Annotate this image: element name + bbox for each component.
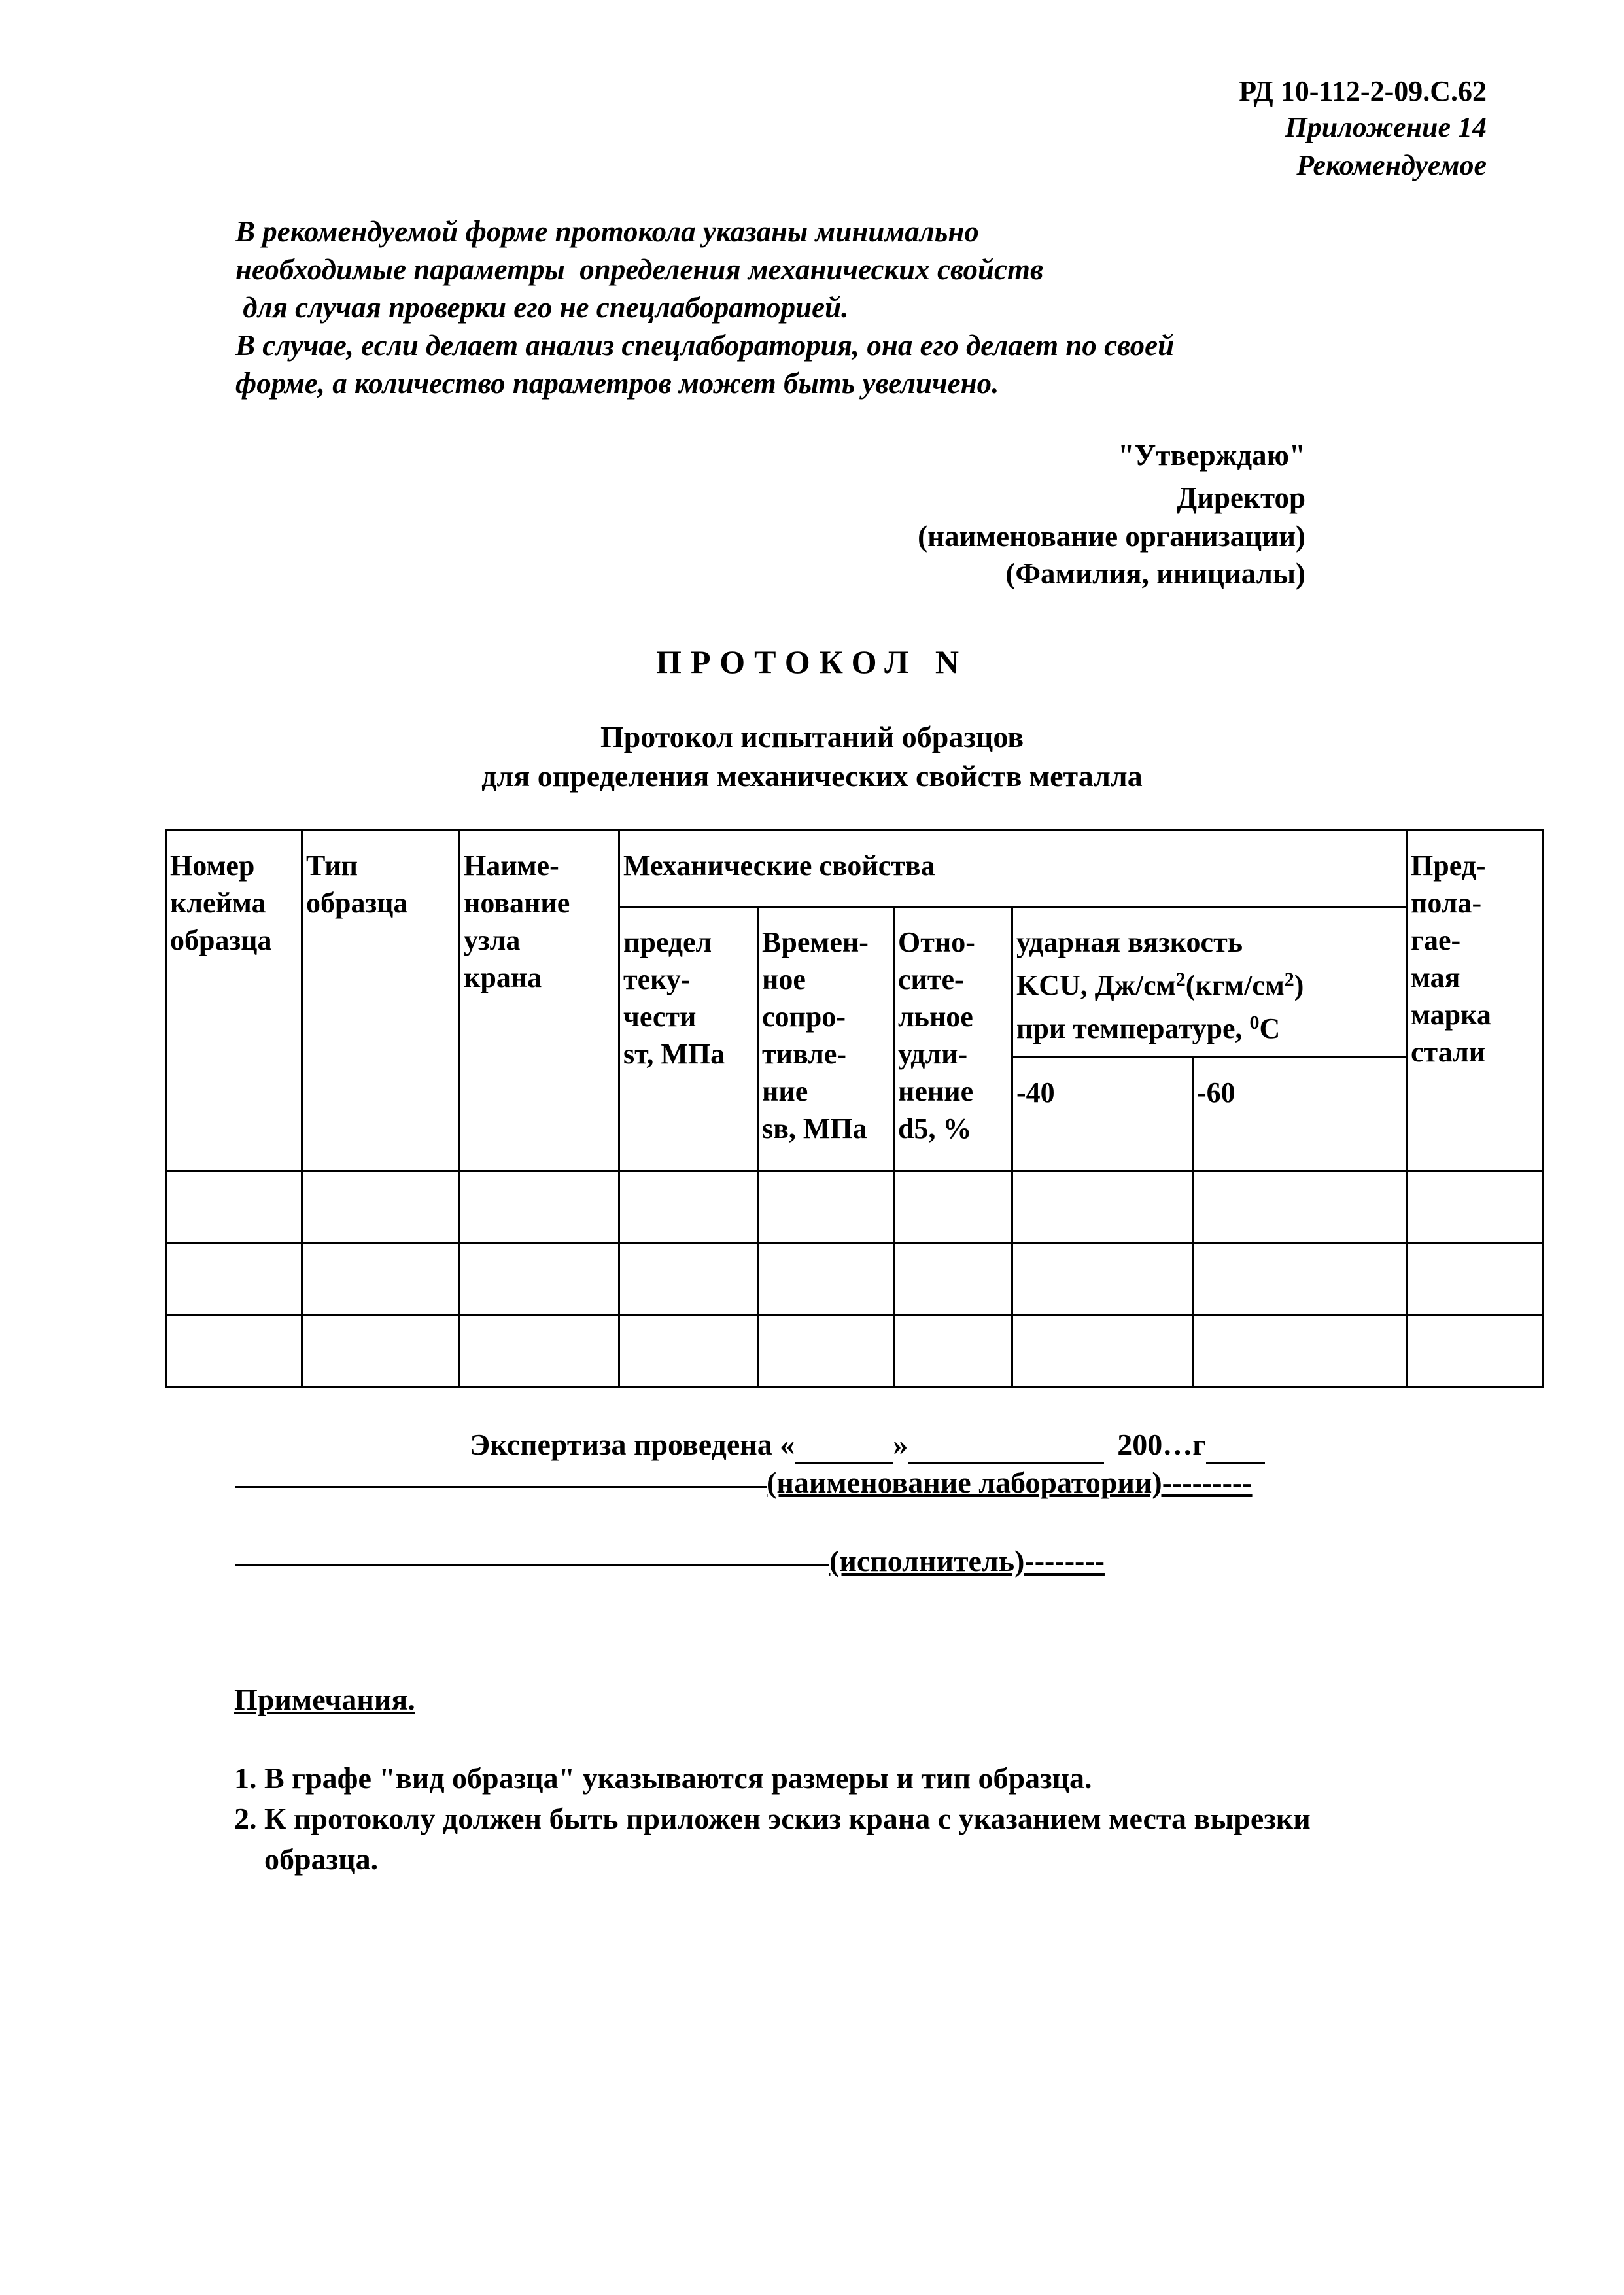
day-blank[interactable]	[795, 1427, 893, 1464]
notes-title: Примечания.	[234, 1683, 415, 1716]
temp-minus-60: -60	[1193, 1058, 1407, 1171]
intro-note	[235, 213, 1174, 402]
year-blank[interactable]	[1206, 1427, 1265, 1464]
sub-tensile-header: Времен- ное сопро- тивле- ние sв, МПа	[758, 907, 894, 1171]
table-cell[interactable]	[758, 1243, 894, 1315]
table-cell[interactable]	[1407, 1171, 1543, 1243]
table-cell[interactable]	[1012, 1171, 1193, 1243]
impact-unit: KCU, Дж/см	[1016, 969, 1176, 1001]
table-cell[interactable]	[302, 1243, 460, 1315]
impact-sup: 0	[1249, 1012, 1260, 1033]
approval-name: (Фамилия, инициалы)	[1005, 557, 1305, 590]
temp-minus-40: -40	[1012, 1058, 1193, 1171]
table-row	[166, 1315, 1543, 1387]
table-cell[interactable]	[894, 1243, 1012, 1315]
table-cell[interactable]	[166, 1315, 302, 1387]
intro-line: В рекомендуемой форме протокола указаны минимально	[235, 215, 979, 248]
expertise-mid: »	[893, 1428, 908, 1461]
col-stamp-header: Номер клейма образца	[166, 831, 302, 1171]
intro-line: для случая проверки его не спецлабораторией.	[235, 291, 849, 324]
intro-line: В случае, если делает анализ спецлаборатория, она его делает по своей	[235, 329, 1175, 362]
executor-label: (исполнитель)--------	[829, 1544, 1105, 1578]
impact-line-2	[1016, 961, 1403, 1004]
table-cell[interactable]	[894, 1315, 1012, 1387]
impact-sup: 2	[1284, 969, 1294, 990]
appendix-label: Приложение 14	[1285, 111, 1487, 143]
table-cell[interactable]	[302, 1171, 460, 1243]
table-cell[interactable]	[1012, 1243, 1193, 1315]
month-blank[interactable]	[908, 1427, 1104, 1464]
protocol-table	[165, 829, 1544, 1388]
table-cell[interactable]	[166, 1171, 302, 1243]
col-steel-header: Пред- пола- гае- мая марка стали	[1407, 831, 1543, 1171]
table-cell[interactable]	[894, 1171, 1012, 1243]
approval-position: Директор	[1177, 481, 1305, 514]
col-type-header: Тип образца	[302, 831, 460, 1171]
table-cell[interactable]	[1193, 1171, 1407, 1243]
table-cell[interactable]	[302, 1315, 460, 1387]
table-cell[interactable]	[1193, 1243, 1407, 1315]
table-row	[166, 1243, 1543, 1315]
impact-temp-unit: С	[1259, 1012, 1281, 1044]
intro-line: необходимые параметры определения механических свойств	[235, 253, 1044, 286]
col-mech-header: Механические свойства	[619, 831, 1407, 907]
lab-blank[interactable]	[235, 1486, 767, 1488]
table-row	[166, 1171, 1543, 1243]
table-cell[interactable]	[1407, 1315, 1543, 1387]
note-item-2-cont: образца.	[264, 1842, 379, 1876]
page-subtitle	[0, 717, 1624, 796]
col-unit-header: Наиме- нование узла крана	[460, 831, 619, 1171]
impact-close: )	[1294, 969, 1304, 1001]
page-title: ПРОТОКОЛ N	[656, 644, 968, 680]
table-cell[interactable]	[1012, 1315, 1193, 1387]
impact-unit-alt: (кгм/см	[1185, 969, 1285, 1001]
table-cell[interactable]	[619, 1315, 758, 1387]
table-cell[interactable]	[758, 1171, 894, 1243]
impact-line-1: ударная вязкость	[1016, 926, 1243, 958]
table-cell[interactable]	[166, 1243, 302, 1315]
table-cell[interactable]	[460, 1171, 619, 1243]
sub-yield-header: предел теку- чести sт, МПа	[619, 907, 758, 1171]
table-cell[interactable]	[619, 1243, 758, 1315]
table-cell[interactable]	[619, 1171, 758, 1243]
note-item-2: 2. К протоколу должен быть приложен эскиз крана с указанием места вырезки	[234, 1802, 1311, 1835]
subtitle-line-1: Протокол испытаний образцов	[600, 720, 1024, 753]
status-label: Рекомендуемое	[1296, 149, 1487, 181]
intro-line: форме, а количество параметров может быть увеличено.	[235, 367, 999, 400]
lab-label: (наименование лаборатории)---------	[767, 1466, 1253, 1499]
table-cell[interactable]	[1193, 1315, 1407, 1387]
table-cell[interactable]	[460, 1243, 619, 1315]
note-item-1: 1. В графе "вид образца" указываются размеры и тип образца.	[234, 1761, 1092, 1795]
impact-line-3	[1016, 1004, 1403, 1047]
expertise-year: 200…г	[1117, 1428, 1207, 1461]
impact-temp-label: при температуре,	[1016, 1012, 1250, 1044]
table-cell[interactable]	[758, 1315, 894, 1387]
sub-elong-header: Отно- сите- льное удли- нение d5, %	[894, 907, 1012, 1171]
approval-heading: "Утверждаю"	[1118, 439, 1305, 472]
expertise-label: Экспертиза проведена «	[470, 1428, 795, 1461]
document-code: РД 10-112-2-09.С.62	[1239, 75, 1487, 107]
sub-impact-header	[1012, 907, 1407, 1058]
impact-sup: 2	[1175, 969, 1186, 990]
executor-blank[interactable]	[235, 1564, 829, 1566]
approval-organization: (наименование организации)	[918, 520, 1305, 553]
expertise-line	[470, 1427, 1265, 1464]
subtitle-line-2: для определения механических свойств металла	[481, 759, 1143, 793]
table-cell[interactable]	[460, 1315, 619, 1387]
table-cell[interactable]	[1407, 1243, 1543, 1315]
